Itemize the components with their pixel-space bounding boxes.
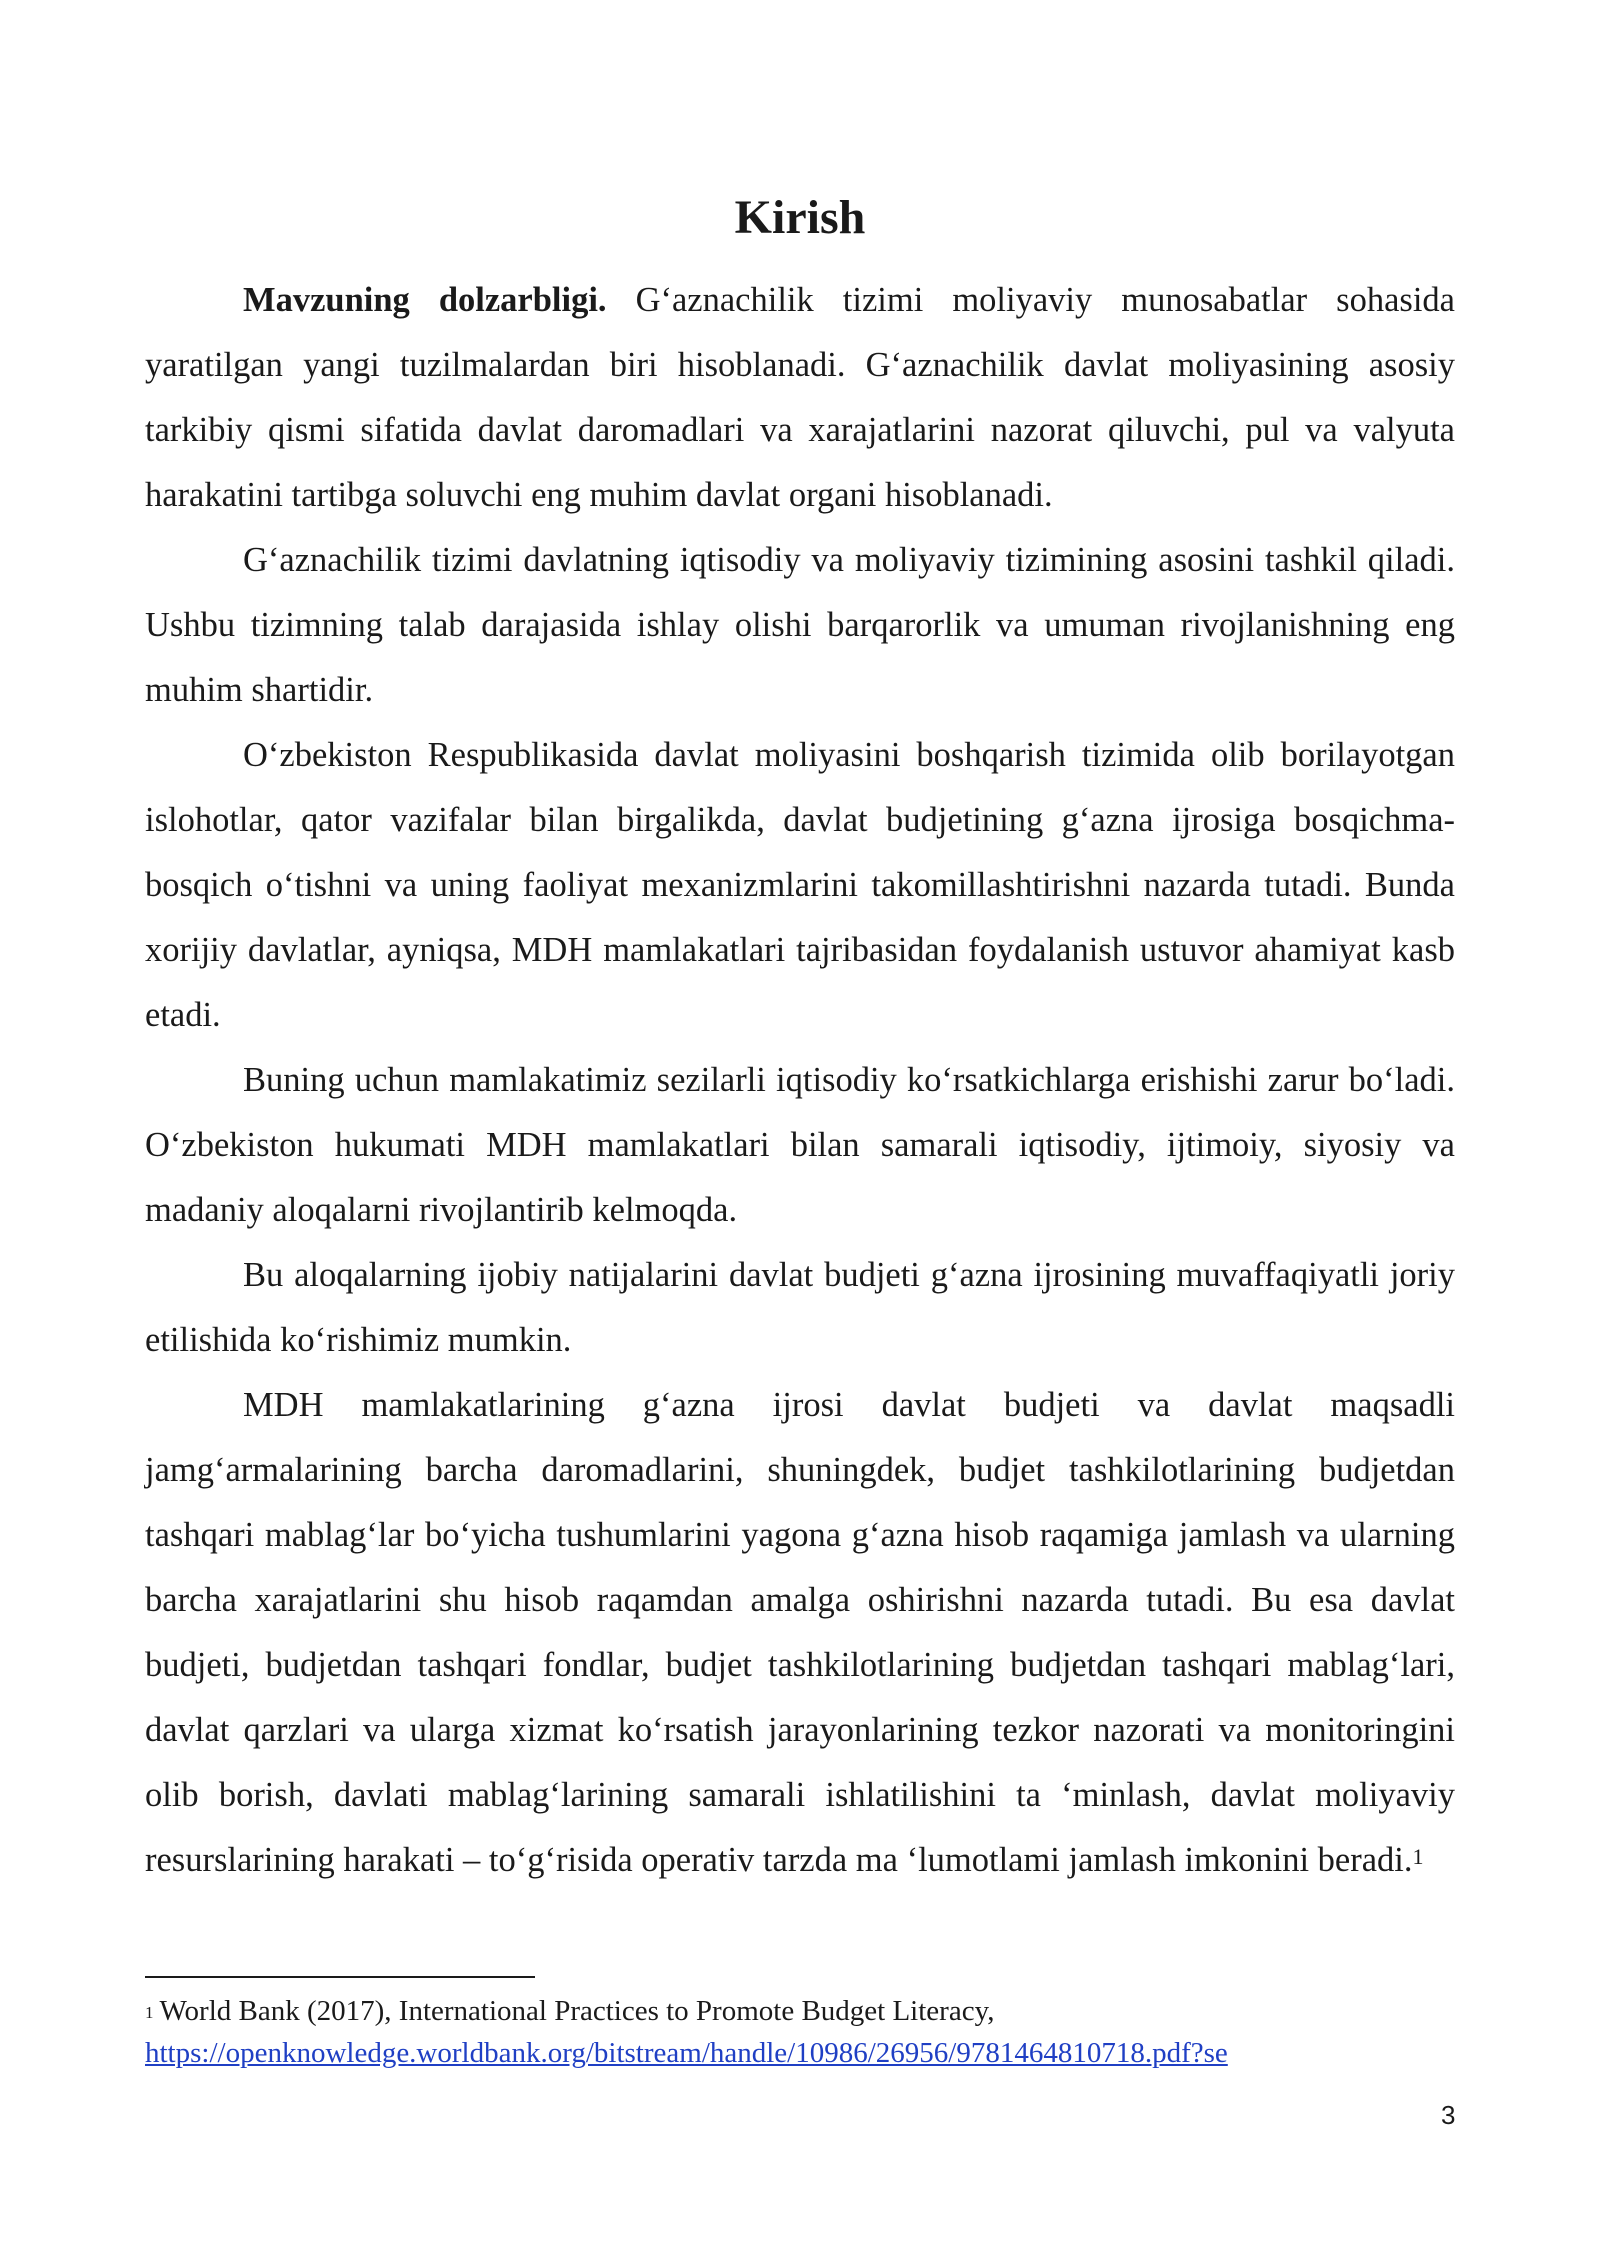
paragraph-text: G‘aznachilik tizimi moliyaviy munosabatlar sohasida yaratilgan yangi tuzilmalardan biri hisoblanadi. G‘aznachilik davlat moliyasining asosiy tarkibiy qismi sifatida davlat daromadlari va xarajatlarini nazorat qiluvchi, pul va valyuta harakatini tartibga soluvchi eng muhim davlat organi hisoblanadi. xyxy=(145,281,1455,514)
page-title: Kirish xyxy=(734,191,866,244)
paragraph-lead: Mavzuning dolzarbligi. xyxy=(243,281,607,319)
paragraph-4: Buning uchun mamlakatimiz sezilarli iqtisodiy ko‘rsatkichlarga erishishi zarur bo‘ladi. O‘zbekiston hukumati MDH mamlakatlari bilan samarali iqtisodiy, ijtimoiy, siyosiy va madaniy aloqalarni rivojlantirib kelmoqda. xyxy=(145,1061,1455,1229)
paragraph-6 xyxy=(145,1373,1455,1893)
paragraph-text: MDH mamlakatlarining g‘azna ijrosi davlat budjeti va davlat maqsadli jamg‘armalarining barcha daromadlarini, shuningdek, budjet tashkilotlarining budjetdan tashqari mablag‘lar bo‘yicha tushumlarini yagona g‘azna hisob raqamiga jamlash va ularning barcha xarajatlarini shu hisob raqamdan amalga oshirishni nazarda tutadi. Bu esa davlat budjeti, budjetdan tashqari fondlar, budjet tashkilotlarining budjetdan tashqari mablag‘lari, davlat qarzlari va ularga xizmat ko‘rsatish jarayonlarining tezkor nazorati va monitoringini olib borish, davlati mablag‘larining samarali ishlatilishini ta ‘minlash, davlat moliyaviy resurslarining harakati – to‘g‘risida operativ tarzda ma ‘lumotlami jamlash imkonini beradi. xyxy=(145,1386,1455,1879)
footnote-text: World Bank (2017), International Practices to Promote Budget Literacy, xyxy=(159,1995,995,2027)
footnote-mark: 1 xyxy=(145,2003,154,2022)
paragraph-3: O‘zbekiston Respublikasida davlat moliyasini boshqarish tizimida olib borilayotgan islohotlar, qator vazifalar bilan birgalikda, davlat budjetining g‘azna ijrosiga bosqichma-bosqich o‘tishni va uning faoliyat mexanizmlarini takomillashtirishni nazarda tutadi. Bunda xorijiy davlatlar, ayniqsa, MDH mamlakatlari tajribasidan foydalanish ustuvor ahamiyat kasb etadi. xyxy=(145,736,1455,1034)
body-text xyxy=(145,268,1455,1893)
paragraph-1 xyxy=(145,268,1455,528)
footnote xyxy=(145,1990,1465,2074)
footnote-reference[interactable]: 1 xyxy=(1412,1844,1424,1869)
footnote-link[interactable]: https://openknowledge.worldbank.org/bitstream/handle/10986/26956/9781464810718.pdf?se xyxy=(145,2037,1228,2069)
paragraph-2: G‘aznachilik tizimi davlatning iqtisodiy va moliyaviy tizimining asosini tashkil qiladi. Ushbu tizimning talab darajasida ishlay olishi barqarorlik va umuman rivojlanishning eng muhim shartidir. xyxy=(145,541,1455,709)
footnote-separator xyxy=(145,1976,535,1978)
page-number: 3 xyxy=(1441,2100,1456,2130)
paragraph-5: Bu aloqalarning ijobiy natijalarini davlat budjeti g‘azna ijrosining muvaffaqiyatli joriy etilishida ko‘rishimiz mumkin. xyxy=(145,1256,1455,1359)
